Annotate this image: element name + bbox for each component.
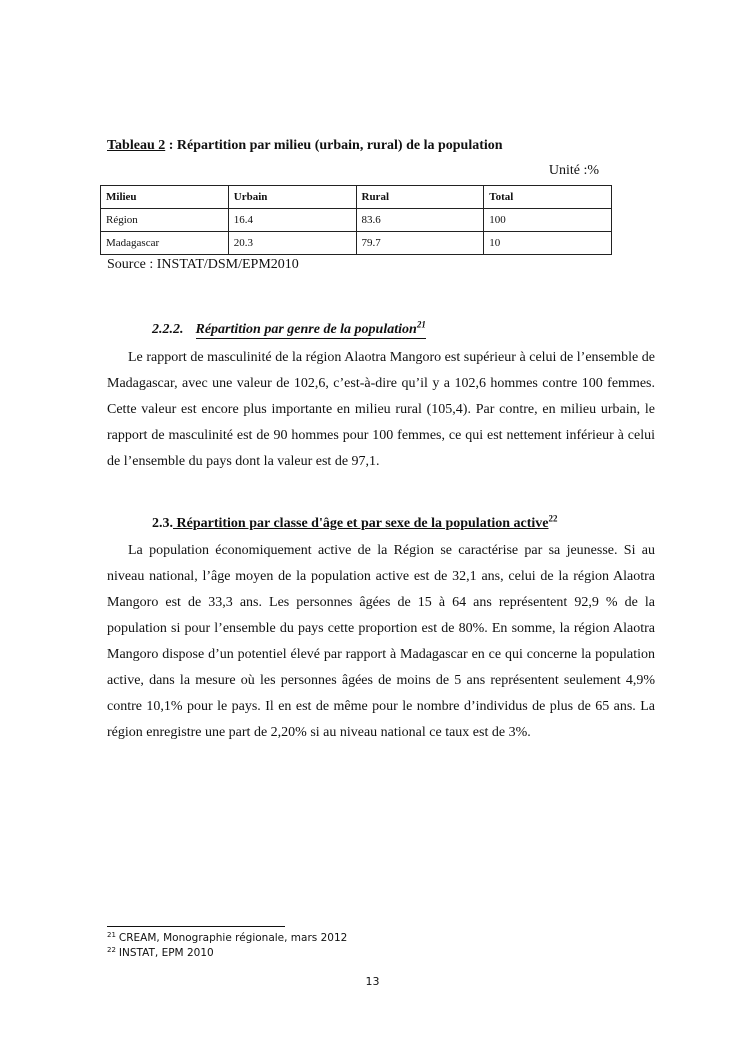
section-number: 2.3. xyxy=(152,516,173,531)
page-number: 13 xyxy=(365,975,380,988)
column-header: Urbain xyxy=(228,186,356,209)
footnote-text: CREAM, Monographie régionale, mars 2012 xyxy=(118,932,348,944)
footnote-number: 21 xyxy=(107,930,116,939)
footnote-ref[interactable]: 22 xyxy=(548,513,558,524)
table-row xyxy=(101,232,612,255)
table-cell: 83.6 xyxy=(356,209,484,232)
footnote-text: INSTAT, EPM 2010 xyxy=(118,947,214,959)
footnote xyxy=(107,946,347,961)
section-title: Répartition par classe d'âge et par sexe de la population active xyxy=(173,516,549,531)
footnote-number: 22 xyxy=(107,945,116,954)
table-cell: 20.3 xyxy=(228,232,356,255)
table-source: Source : INSTAT/DSM/EPM2010 xyxy=(107,257,299,272)
table-label: Tableau 2 xyxy=(107,138,166,153)
table-row xyxy=(101,209,612,232)
table-cell: 16.4 xyxy=(228,209,356,232)
section-title: Répartition par genre de la population xyxy=(195,322,417,337)
table-unit: Unité :% xyxy=(548,163,599,178)
footnote xyxy=(107,931,347,946)
footnote-divider xyxy=(107,926,285,927)
footnote-ref[interactable]: 21 xyxy=(416,319,426,330)
table-caption xyxy=(107,138,503,154)
footnotes xyxy=(107,931,347,961)
paragraph-masculinity: Le rapport de masculinité de la région Alaotra Mangoro est supérieur à celui de l’ensemble de Madagascar, avec une valeur de 102,6, c’est-à-dire qu’il y a 102,6 hommes contre 100 femmes. Cette valeur est encore plus importante en milieu rural (105,4). Par contre, en milieu urbain, le rapport de masculinité est de 90 hommes pour 100 femmes, ce qui est nettement inférieur à celui de l’ensemble du pays dont la valeur est de 97,1. xyxy=(107,350,655,469)
table-cell: Madagascar xyxy=(101,232,229,255)
section-heading-2-3 xyxy=(152,513,558,532)
section-heading-2-2-2 xyxy=(152,319,426,338)
column-header: Total xyxy=(484,186,612,209)
column-header: Milieu xyxy=(101,186,229,209)
table-cell: 79.7 xyxy=(356,232,484,255)
table-cell: 10 xyxy=(484,232,612,255)
table-cell: Région xyxy=(101,209,229,232)
population-table xyxy=(100,185,612,255)
section-number: 2.2.2. xyxy=(152,322,184,337)
paragraph-active-population: La population économiquement active de la Région se caractérise par sa jeunesse. Si au niveau national, l’âge moyen de la population active est de 32,1 ans, celui de la région Alaotra Mangoro est de 33,3 ans. Les personnes âgées de 15 à 64 ans représentent 92,9 % de la population si pour l’ensemble du pays cette proportion est de 80%. En somme, la région Alaotra Mangoro dispose d’un potentiel élevé par rapport à Madagascar en ce qui concerne la population active, dans la mesure où les personnes âgées de moins de 5 ans représentent seulement 4,9% contre 10,1% pour le pays. Il en est de même pour le nombre d’individus de plus de 65 ans. La région enregistre une part de 2,20% si au niveau national ce taux est de 3%. xyxy=(107,543,655,740)
table-header-row xyxy=(101,186,612,209)
table-cell: 100 xyxy=(484,209,612,232)
column-header: Rural xyxy=(356,186,484,209)
table-caption-text: : Répartition par milieu (urbain, rural) de la population xyxy=(165,138,503,153)
